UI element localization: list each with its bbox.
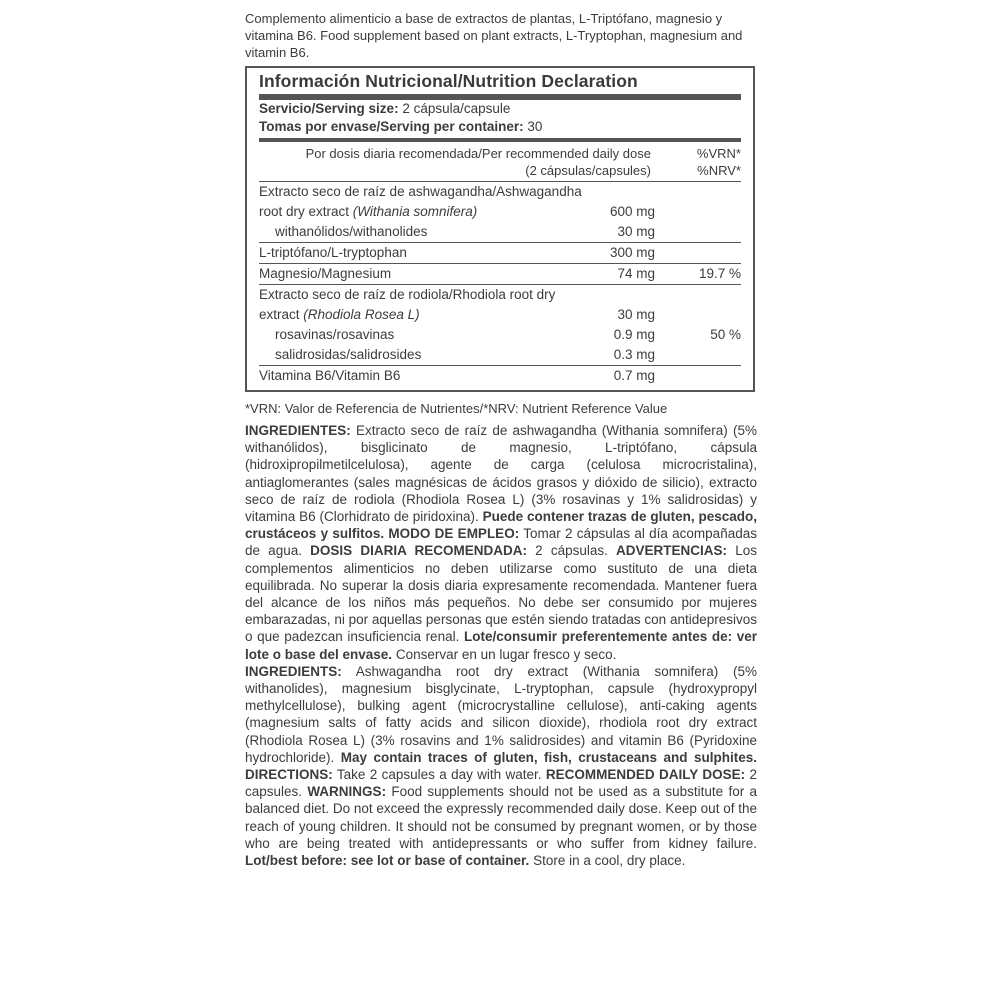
- ingredients-label: INGREDIENTS:: [245, 663, 342, 679]
- nutrient-group-tryptophan: [259, 243, 741, 264]
- nutrient-nrv: 50 %: [710, 327, 741, 342]
- nutrient-group-ashwagandha: [259, 182, 741, 243]
- spanish-text: [245, 422, 757, 663]
- nutrient-amount: 0.3 mg: [613, 347, 655, 362]
- warnings-text: Food supplements should not be used as a substitute for a balanced diet. Do not exceed the expressly recommended daily dose. Keep out of the reach of young children. It should not be consumed by pregnant women, or by those who are being treated with antidepressants or who suffer from kidney failure.: [245, 784, 757, 851]
- allergen-warning: May contain traces of gluten, fish, crustaceans and sulphites.: [340, 749, 757, 765]
- nutrient-name: rosavinas/rosavinas: [275, 327, 395, 342]
- table-header: [259, 142, 741, 181]
- table-row: [259, 305, 741, 325]
- nutrient-group-magnesium: [259, 264, 741, 285]
- directions-label: DIRECTIONS:: [245, 767, 333, 783]
- serving-size-label: Servicio/Serving size:: [259, 101, 399, 116]
- warnings-label: WARNINGS:: [307, 784, 387, 800]
- storage-text: Store in a cool, dry place.: [529, 853, 686, 869]
- warnings-label: ADVERTENCIAS:: [616, 543, 728, 559]
- table-row: [259, 182, 741, 202]
- nrv-header: [681, 145, 741, 179]
- product-description: Complemento alimenticio a base de extractos de plantas, L-Triptófano, magnesio y vitamina B6. Food supplement based on plant extracts, L-Tryptophan, magnesium and vitamin B6.: [245, 11, 743, 60]
- nutrition-table: [245, 66, 755, 392]
- table-row: [259, 202, 741, 222]
- label-content: [245, 10, 757, 869]
- table-row: [259, 264, 741, 284]
- warnings-text: Los complementos alimenticios no deben utilizarse como sustituto de una dieta equilibrada. No superar la dosis diaria expresamente recomendada. Mantener fuera del alcance de los niños más pequeños. No debe ser consumido por mujeres embarazadas, ni por aquellas personas que estén siendo tratadas con antidepresivos o que padezcan insuficiencia renal.: [245, 543, 757, 645]
- nutrient-nrv: [655, 202, 741, 222]
- english-text: [245, 663, 757, 869]
- daily-dose-label: RECOMMENDED DAILY DOSE:: [545, 767, 746, 783]
- dose-header-line-2: (2 cápsulas/capsules): [525, 163, 651, 178]
- table-row: [259, 366, 741, 386]
- allergen-warning: Puede contener trazas de gluten, pescado, crustáceos y sulfitos.: [245, 509, 757, 542]
- nutrient-nrv: 19.7 %: [698, 266, 741, 281]
- nutrient-amount: 0.9 mg: [613, 327, 655, 342]
- dose-header: [259, 145, 681, 179]
- daily-dose-text: 2 capsules.: [245, 767, 757, 800]
- directions-label: MODO DE EMPLEO:: [384, 526, 520, 542]
- table-row: [259, 325, 741, 345]
- nutrient-nrv: [655, 345, 741, 365]
- nutrient-name: salidrosidas/salidrosides: [275, 347, 422, 362]
- servings-per-container: [259, 118, 741, 136]
- nutrient-name-part: extract: [259, 307, 300, 322]
- nrv-header-line-2: %NRV*: [697, 163, 741, 178]
- nutrient-nrv: [655, 243, 741, 263]
- nutrient-group-rhodiola: [259, 285, 741, 366]
- directions-text: Tomar 2 cápsulas al día acompañadas de agua.: [245, 526, 757, 559]
- nutrient-name: L-triptófano/L-tryptophan: [259, 245, 407, 260]
- lot-label: Lote/consumir preferentemente antes de: ver lote o base del envase.: [245, 629, 757, 662]
- serving-size: [259, 100, 741, 118]
- daily-dose-text: 2 cápsulas.: [526, 543, 617, 559]
- ingredients-text: Ashwagandha root dry extract (Withania somnifera) (5% withanolides), magnesium bisglycinate, L-tryptophan, capsule (hydroxypropyl methylcellulose), bulking agent (microcrystalline cellulose), anti-caking agents (magnesium salts of fatty acids and silicon dioxide), rhodiola root dry extract (Rhodiola Rosea L) (3% rosavins and 1% salidrosides) and vitamin B6 (Pyridoxine hydrochloride).: [245, 663, 757, 765]
- table-row: [259, 243, 741, 263]
- lot-label: Lot/best before: see lot or base of container.: [245, 853, 530, 869]
- table-row: [259, 345, 741, 365]
- nutrient-amount: 0.7 mg: [613, 368, 655, 383]
- nutrient-name: [259, 305, 585, 325]
- nutrient-amount: 30 mg: [617, 307, 655, 322]
- nutrient-name: [259, 202, 585, 222]
- nrv-footnote: *VRN: Valor de Referencia de Nutrientes/*NRV: Nutrient Reference Value: [245, 401, 668, 416]
- nutrient-nrv: [655, 305, 741, 325]
- nutrient-amount: 300 mg: [609, 245, 655, 260]
- servings-per-container-label: Tomas por envase/Serving per container:: [259, 119, 524, 134]
- nutrient-amount: 30 mg: [617, 224, 655, 239]
- ingredients-label: INGREDIENTES:: [245, 423, 351, 438]
- nutrient-rows: [259, 182, 741, 386]
- latin-name: (Rhodiola Rosea L): [303, 307, 420, 322]
- directions-text: Take 2 capsules a day with water.: [332, 767, 546, 783]
- daily-dose-label: DOSIS DIARIA RECOMENDADA:: [310, 543, 527, 559]
- nutrient-name: Magnesio/Magnesium: [259, 266, 392, 281]
- nutrient-name: Extracto seco de raíz de rodiola/Rhodiola root dry: [259, 287, 556, 302]
- servings-per-container-value: 30: [527, 119, 543, 134]
- nutrient-name-part: root dry extract: [259, 204, 350, 219]
- nutrition-table-title: Información Nutricional/Nutrition Declaration: [259, 70, 741, 100]
- nutrient-nrv: [655, 366, 741, 386]
- latin-name: (Withania somnifera): [352, 204, 478, 219]
- nrv-header-line-1: %VRN*: [696, 146, 741, 161]
- table-row: [259, 285, 741, 305]
- nutrient-name: Extracto seco de raíz de ashwagandha/Ashwagandha: [259, 184, 582, 199]
- nutrient-name: Vitamina B6/Vitamin B6: [259, 368, 401, 383]
- dose-header-line-1: Por dosis diaria recomendada/Per recommended daily dose: [305, 146, 651, 161]
- nutrient-amount: 600 mg: [609, 204, 655, 219]
- table-row: [259, 222, 741, 242]
- nutrient-name: withanólidos/withanolides: [275, 224, 428, 239]
- ingredients-text: Extracto seco de raíz de ashwagandha (Withania somnifera) (5% withanólidos), bisglicinato de magnesio, L-triptófano, cápsula (hidroxipropilmetilcelulosa), agente de carga (celulosa microcristalina), antiaglomerantes (sales magnésicas de ácidos grasos y dióxido de silicio), extracto seco de raíz de rodiola (Rhodiola Rosea L) (3% rosavinas y 1% salidrosidas) y vitamina B6 (Clorhidrato de piridoxina).: [245, 423, 757, 525]
- storage-text: Conservar en un lugar fresco y seco.: [392, 646, 617, 662]
- nutrient-amount: 74 mg: [617, 266, 655, 281]
- serving-size-value: 2 cápsula/capsule: [402, 101, 511, 116]
- nutrient-nrv: [655, 222, 741, 242]
- nutrient-group-vitamin-b6: [259, 366, 741, 386]
